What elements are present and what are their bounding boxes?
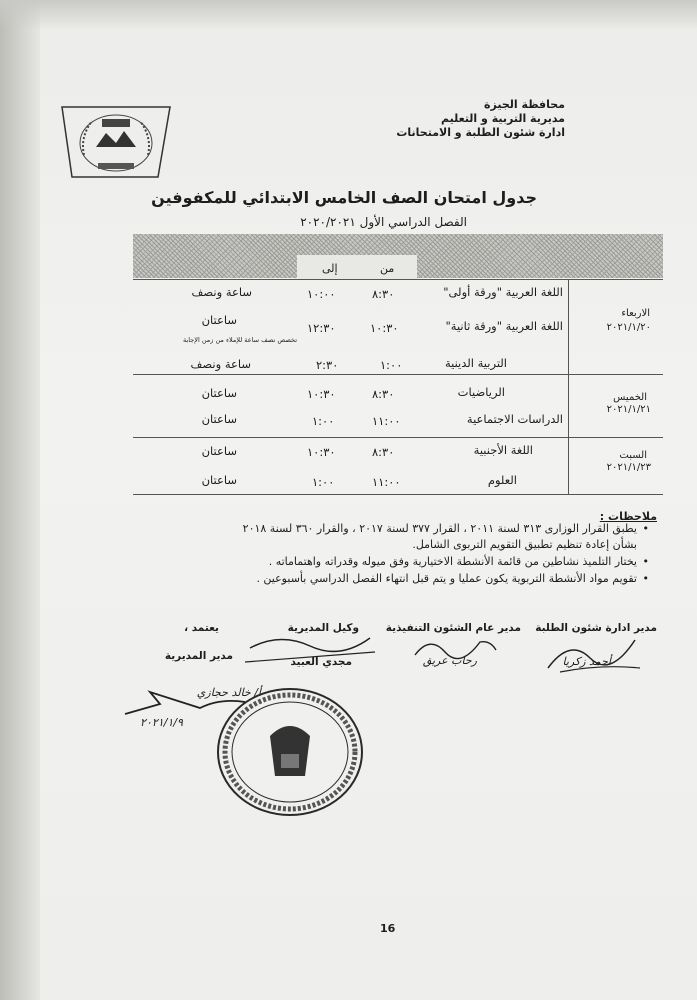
page-subtitle: الفصل الدراسي الأول ٢٠٢٠/٢٠٢١ bbox=[300, 215, 467, 229]
governorate-label: محافظة الجيزة bbox=[484, 98, 565, 111]
note-bullet: • bbox=[642, 522, 649, 535]
row-note: تخصص نصف ساعة للإملاء من زمن الإجابة bbox=[182, 336, 297, 344]
directorate-emblem-logo bbox=[58, 103, 176, 181]
directorate-label: مديرية التربية و التعليم bbox=[441, 112, 565, 125]
signatory-title: مدير ادارة شئون الطلبة bbox=[535, 622, 657, 634]
subject-cell: التربية الدينية bbox=[444, 356, 507, 370]
subject-cell: العلوم bbox=[487, 473, 517, 487]
page-number: 16 bbox=[380, 922, 396, 935]
subject-cell: اللغة العربية "ورقة أولى" bbox=[443, 285, 563, 299]
time-from-cell: ٨:٣٠ bbox=[372, 387, 395, 401]
page-shadow bbox=[0, 0, 40, 1000]
official-stamp-seal bbox=[215, 686, 365, 818]
time-from-cell: ١:٠٠ bbox=[380, 358, 403, 372]
duration-cell: ساعة ونصف bbox=[191, 285, 252, 299]
note-bullet: • bbox=[642, 555, 649, 568]
signature-stroke-3 bbox=[240, 628, 380, 670]
table-rule bbox=[133, 374, 663, 375]
table-rule bbox=[133, 437, 663, 438]
duration-cell: ساعتان bbox=[201, 386, 237, 400]
duration-cell: ساعتان bbox=[201, 412, 237, 426]
day-name: السبت bbox=[619, 450, 647, 461]
table-divider bbox=[568, 279, 569, 494]
time-to-cell: ١:٠٠ bbox=[312, 475, 335, 489]
time-to-cell: ١٠:٠٠ bbox=[307, 287, 336, 301]
day-date: ٢٠٢١/١/٢٠ bbox=[606, 322, 651, 333]
signatory-name: أحمد زكريا bbox=[562, 655, 611, 668]
signatory-name: مجدي العبيد bbox=[290, 656, 352, 668]
note-item: يختار التلميذ نشاطين من قائمة الأنشطة الاختيارية وفق ميوله وقدراته واهتماماته . bbox=[268, 555, 637, 568]
duration-cell: ساعتان bbox=[201, 473, 237, 487]
approval-label: يعتمد ، bbox=[184, 622, 219, 634]
time-from-cell: ٨:٣٠ bbox=[372, 287, 395, 301]
day-name: الاربعاء bbox=[621, 308, 650, 319]
time-to-cell: ١٠:٣٠ bbox=[307, 387, 336, 401]
time-to-cell: ١٢:٣٠ bbox=[307, 321, 336, 335]
page-title: جدول امتحان الصف الخامس الابتدائي للمكفوفين bbox=[151, 188, 537, 207]
duration-cell: ساعة ونصف bbox=[190, 357, 251, 371]
signature-stroke-2 bbox=[410, 630, 500, 670]
signatory-title: مدير المديرية bbox=[164, 650, 233, 662]
notes-heading: ملاحظات : bbox=[599, 510, 657, 523]
subject-cell: الرياضيات bbox=[457, 385, 505, 399]
table-rule bbox=[133, 494, 663, 495]
subject-cell: اللغة الأجنبية bbox=[473, 443, 533, 457]
time-from-cell: ١١:٠٠ bbox=[372, 414, 401, 428]
day-date: ٢٠٢١/١/٢٣ bbox=[606, 462, 651, 473]
duration-cell: ساعتان bbox=[201, 444, 237, 458]
signatory-name: رحاب عريق bbox=[422, 654, 477, 667]
time-from-cell: ٨:٣٠ bbox=[372, 445, 395, 459]
department-label: ادارة شئون الطلبة و الامتحانات bbox=[396, 126, 565, 139]
signature-stroke-1 bbox=[540, 628, 650, 678]
table-rule bbox=[133, 279, 663, 280]
time-from-cell: ١٠:٣٠ bbox=[370, 321, 399, 335]
day-date: ٢٠٢١/١/٢١ bbox=[606, 404, 651, 415]
time-to-cell: ١٠:٣٠ bbox=[307, 445, 336, 459]
time-from-cell: ١١:٠٠ bbox=[372, 475, 401, 489]
signature-date: ٢٠٢١/١/٩ bbox=[140, 716, 183, 729]
subject-cell: الدراسات الاجتماعية bbox=[466, 412, 563, 426]
page-shadow-top bbox=[0, 0, 697, 30]
time-to-cell: ٢:٣٠ bbox=[316, 358, 339, 372]
signatory-title: مدير عام الشئون التنفيذية bbox=[385, 622, 521, 634]
time-to-cell: ١:٠٠ bbox=[312, 414, 335, 428]
column-header-from: من bbox=[380, 262, 395, 275]
note-item: يطبق القرار الوزارى ٣١٣ لسنة ٢٠١١ ، القرار ٣٧٧ لسنة ٢٠١٧ ، والقرار ٣٦٠ لسنة ٢٠١٨ bbox=[242, 522, 637, 535]
column-header-to: إلى bbox=[322, 262, 338, 275]
signatory-title: وكيل المديرية bbox=[287, 622, 359, 634]
day-name: الخميس bbox=[613, 392, 647, 403]
subject-cell: اللغة العربية "ورقة ثانية" bbox=[445, 319, 563, 333]
duration-cell: ساعتان bbox=[201, 313, 237, 327]
signatory-name: أ/ خالد حجازي bbox=[196, 686, 261, 699]
note-bullet: • bbox=[642, 572, 649, 585]
note-item: تقويم مواد الأنشطة التربوية يكون عمليا و يتم قبل انتهاء الفصل الدراسي بأسبوعين . bbox=[256, 572, 637, 585]
note-item: بشأن إعادة تنظيم تطبيق التقويم التربوى الشامل. bbox=[412, 538, 637, 551]
